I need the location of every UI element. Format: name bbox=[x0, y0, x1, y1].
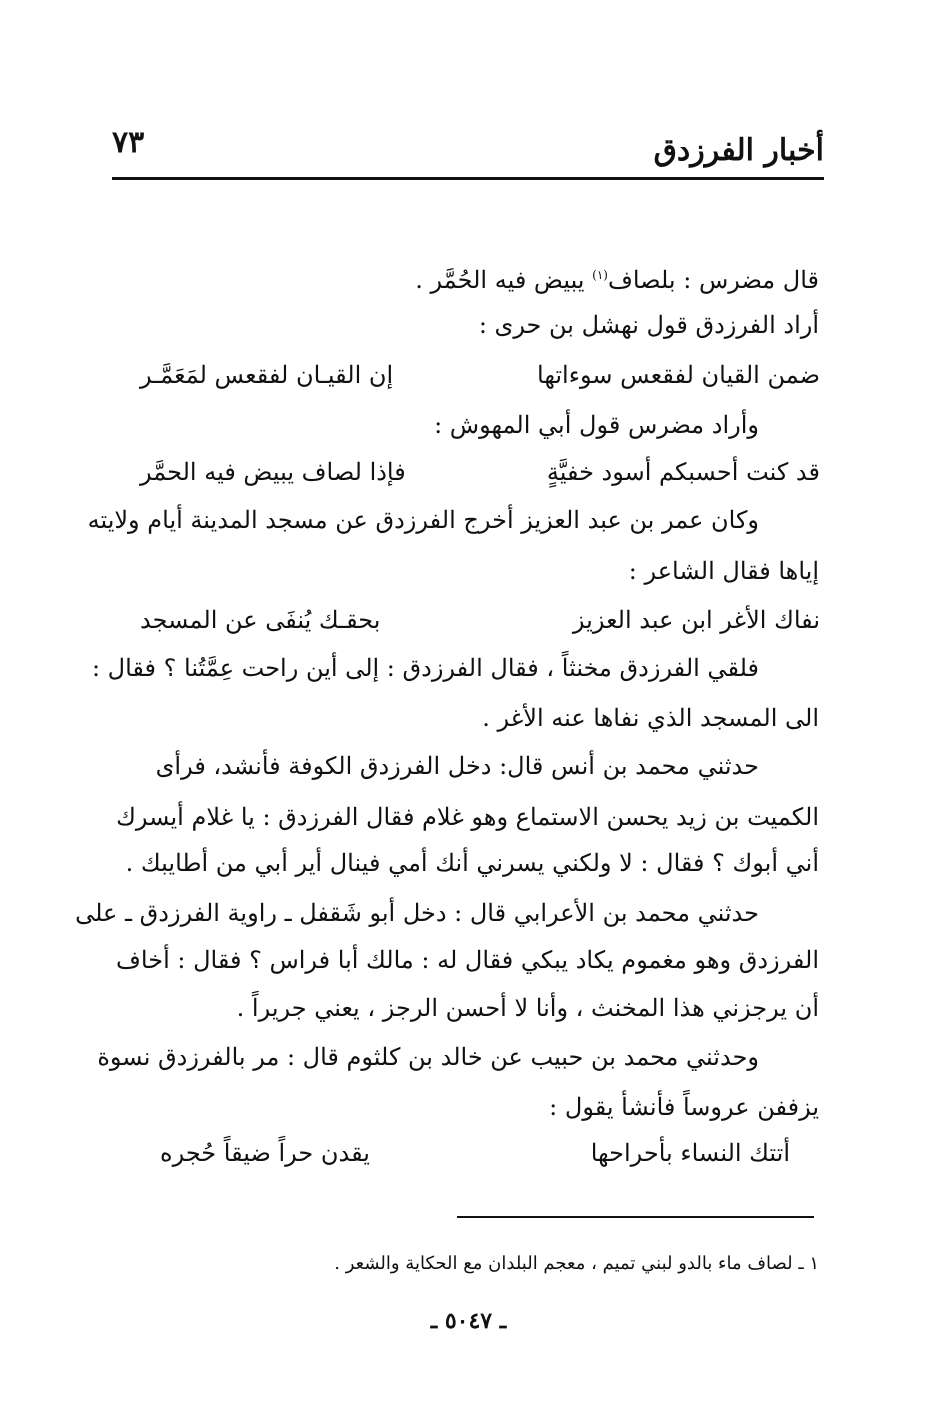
verse-hemistich-second: إن القيـان لفقعس لمَعَمَّـر bbox=[140, 361, 394, 389]
page-header bbox=[112, 125, 824, 185]
text-line: أن يرجزني هذا المخنث ، وأنا لا أحسن الرجز ، يعني جريراً . bbox=[236, 994, 819, 1022]
verse bbox=[140, 600, 820, 640]
page-footer-number: ـ ٥٠٤٧ ـ bbox=[430, 1308, 507, 1334]
text-line: الفرزدق وهو مغموم يكاد يبكي فقال له : مالك أبا فراس ؟ فقال : أخاف bbox=[116, 946, 819, 974]
text-line: أني أبوك ؟ فقال : لا ولكني يسرني أنك أمي فينال أير أبي من أطايبك . bbox=[125, 849, 819, 877]
text-line: حدثني محمد بن الأعرابي قال : دخل أبو شَقفل ـ راوية الفرزدق ـ على bbox=[75, 899, 759, 927]
verse-hemistich-first: أتتك النساء بأحراحها bbox=[590, 1139, 790, 1167]
text-line: وحدثني محمد بن حبيب عن خالد بن كلثوم قال : مر بالفرزدق نسوة bbox=[97, 1043, 759, 1071]
verse-hemistich-first: نفاك الأغر ابن عبد العزيز bbox=[572, 606, 820, 634]
text-line: وأراد مضرس قول أبي المهوش : bbox=[434, 411, 759, 439]
text-line: حدثني محمد بن أنس قال: دخل الفرزدق الكوفة فأنشد، فرأى bbox=[155, 752, 759, 780]
verse-hemistich-first: قد كنت أحسبكم أسود خفيَّةٍ bbox=[546, 458, 820, 486]
verse-hemistich-second: بحقـك يُنفَى عن المسجد bbox=[140, 606, 381, 634]
text-line: الكميت بن زيد يحسن الاستماع وهو غلام فقال الفرزدق : يا غلام أيسرك bbox=[116, 803, 819, 831]
header-rule bbox=[112, 177, 824, 180]
footnote-rule bbox=[457, 1216, 814, 1218]
text-line: الى المسجد الذي نفاها عنه الأغر . bbox=[482, 704, 819, 732]
running-title: أخبار الفرزدق bbox=[653, 133, 824, 168]
text-line: وكان عمر بن عبد العزيز أخرج الفرزدق عن مسجد المدينة أيام ولايته bbox=[87, 506, 759, 534]
verse bbox=[140, 452, 820, 492]
footnote: ١ ـ لصاف ماء بالدو لبني تميم ، معجم البلدان مع الحكاية والشعر . bbox=[334, 1253, 819, 1274]
text-line: قال مضرس : بلصاف$^{(١)}$ يبيض فيه الحُمَّر . bbox=[415, 266, 819, 294]
text-line: أراد الفرزدق قول نهشل بن حرى : bbox=[478, 311, 819, 339]
verse bbox=[140, 355, 820, 395]
verse-hemistich-second: يقدن حراً ضيقاً حُجره bbox=[160, 1139, 370, 1167]
text-line: إياها فقال الشاعر : bbox=[628, 557, 819, 585]
page-number: ٧٣ bbox=[112, 125, 145, 160]
footnote-marker: (١) bbox=[592, 268, 608, 282]
text-line: فلقي الفرزدق مخنثاً ، فقال الفرزدق : إلى أين راحت عِمَّتُنا ؟ فقال : bbox=[91, 654, 759, 682]
verse bbox=[160, 1133, 790, 1173]
verse-hemistich-first: ضمن القيان لفقعس سوءاتها bbox=[537, 361, 820, 389]
text-line: يزففن عروساً فأنشأ يقول : bbox=[549, 1093, 819, 1121]
verse-hemistich-second: فإذا لصاف يبيض فيه الحمَّر bbox=[140, 458, 406, 486]
